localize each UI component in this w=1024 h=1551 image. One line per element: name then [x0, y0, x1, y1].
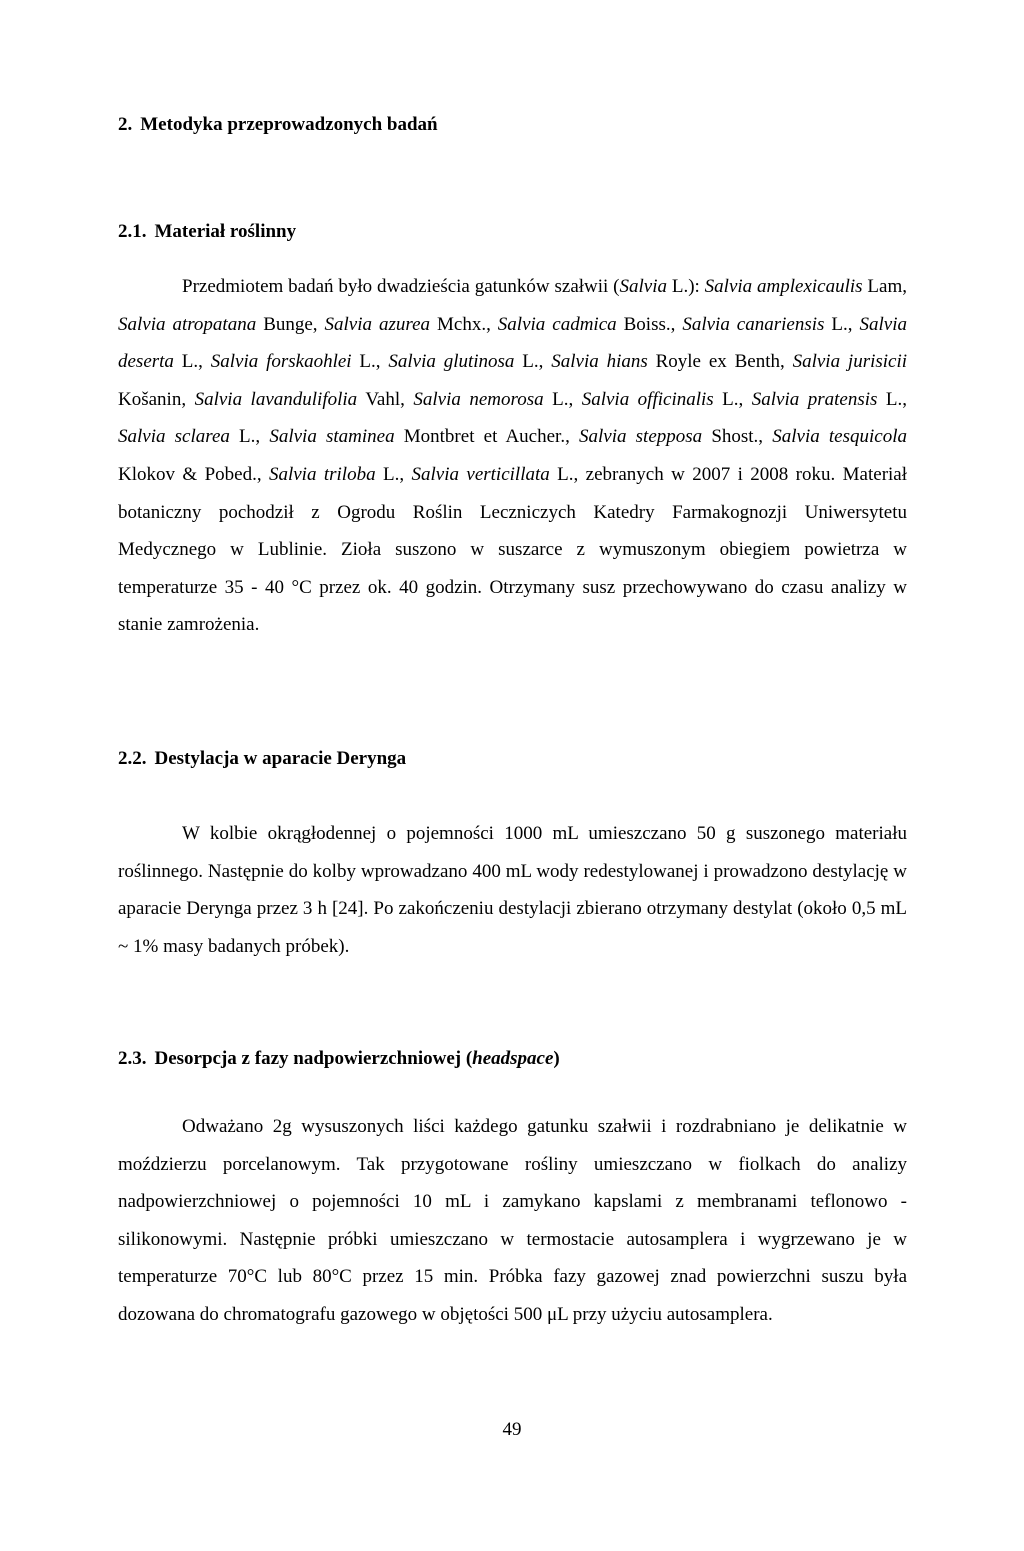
heading-number: 2.2.: [118, 748, 147, 769]
heading-italic-term: headspace: [472, 1048, 554, 1069]
heading-number: 2.3.: [118, 1048, 147, 1069]
page-number: 49: [502, 1419, 522, 1440]
heading-closing-paren: ): [553, 1048, 560, 1069]
heading-text: Destylacja w aparacie Derynga: [154, 748, 407, 769]
heading-text: Materiał roślinny: [154, 221, 297, 242]
section-heading-2: [118, 114, 438, 136]
heading-number: 2.1.: [118, 221, 147, 242]
heading-number: 2.: [118, 114, 133, 135]
paragraph-headspace: Odważano 2g wysuszonych liści każdego gatunku szałwii i rozdrabniano je delikatnie w moździerzu porcelanowym. Tak przygotowane rośliny umieszczano w fiolkach do analizy nadpowierzchniowej o pojemności 10 mL i zamykano kapslami z membranami teflonowo - silikonowymi. Następnie próbki umieszczano w termostacie autosamplera i wygrzewano je w temperaturze 70°C lub 80°C przez 15 min. Próbka fazy gazowej znad powierzchni suszu była dozowana do chromatografu gazowego w objętości 500 μL przy użyciu autosamplera.: [118, 1116, 907, 1325]
heading-text: Desorpcja z fazy nadpowierzchniowej (: [154, 1048, 473, 1069]
paragraph-plant-material: Przedmiotem badań było dwadzieścia gatunków szałwii (Salvia L.): Salvia amplexicaulis Lam, Salvia atropatana Bunge, Salvia azurea Mchx., Salvia cadmica Boiss., Salvia canariensis L., Salvia deserta L., Salvia forskaohlei L., Salvia glutinosa L., Salvia hians Royle ex Benth, Salvia jurisicii Košanin, Salvia lavandulifolia Vahl, Salvia nemorosa L., Salvia officinalis L., Salvia pratensis L., Salvia sclarea L., Salvia staminea Montbret et Aucher., Salvia stepposa Shost., Salvia tesquicola Klokov & Pobed., Salvia triloba L., Salvia verticillata L., zebranych w 2007 i 2008 roku. Materiał botaniczny pochodził z Ogrodu Roślin Leczniczych Katedry Farmakognozji Uniwersytetu Medycznego w Lublinie. Zioła suszono w suszarce z wymuszonym obiegiem powietrza w temperaturze 35 - 40 °C przez ok. 40 godzin. Otrzymany susz przechowywano do czasu analizy w stanie zamrożenia.: [118, 276, 908, 636]
section-heading-2-2: [118, 748, 406, 770]
heading-text: Metodyka przeprowadzonych badań: [140, 114, 438, 135]
section-heading-2-1: [118, 221, 296, 243]
paragraph-distillation: W kolbie okrągłodennej o pojemności 1000 mL umieszczano 50 g suszonego materiału roślinnego. Następnie do kolby wprowadzano 400 mL wody redestylowanej i prowadzono destylację w aparacie Derynga przez 3 h [24]. Po zakończeniu destylacji zbierano otrzymany destylat (około 0,5 mL ~ 1% masy badanych próbek).: [118, 823, 907, 957]
section-heading-2-3: [118, 1048, 560, 1070]
